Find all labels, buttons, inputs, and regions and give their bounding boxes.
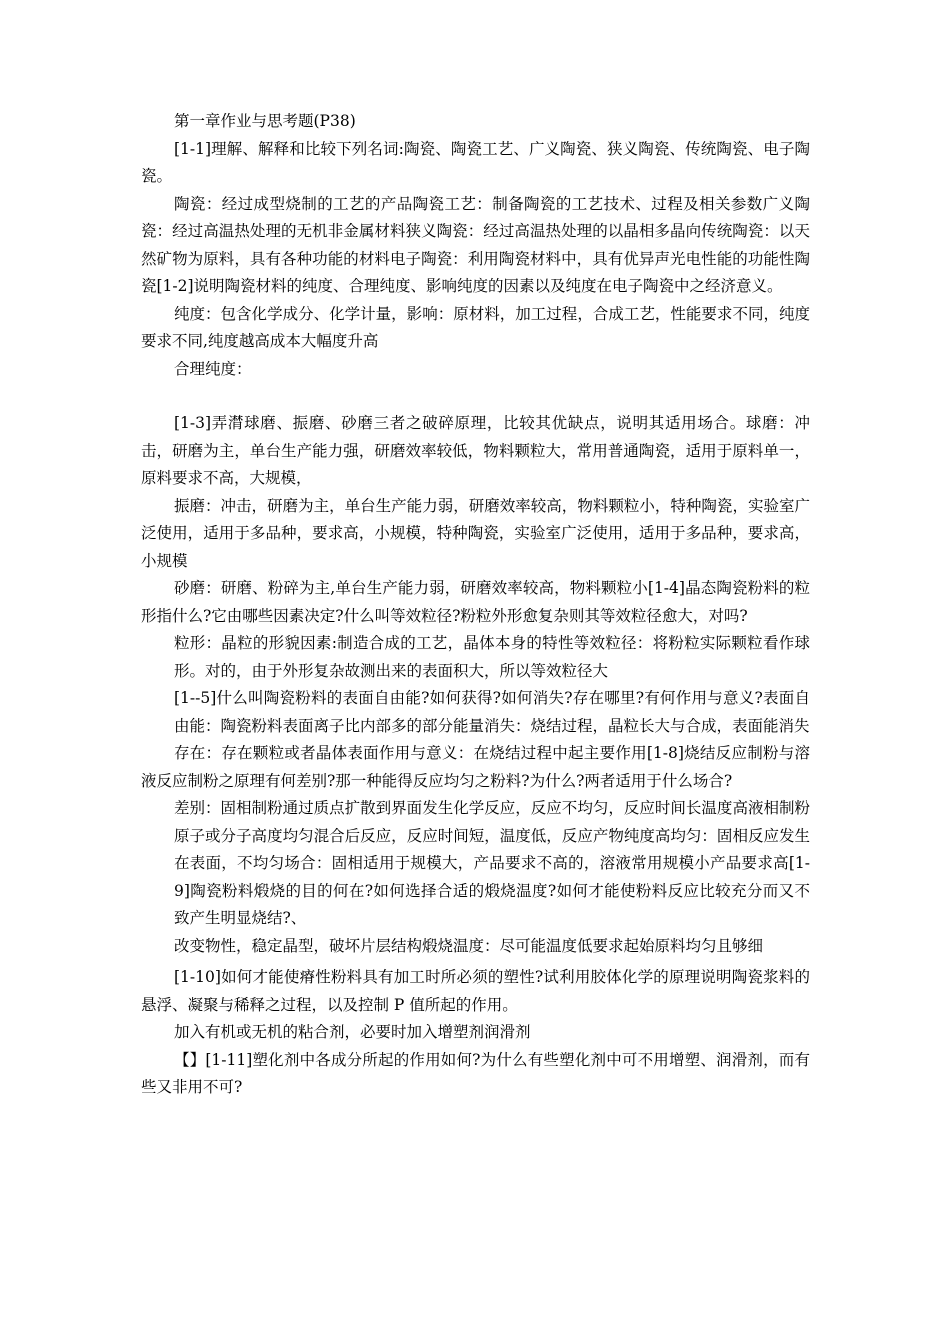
- answer-1-1-and-question-1-2: 陶瓷：经过成型烧制的工艺的产品陶瓷工艺：制备陶瓷的工艺技术、过程及相关参数广义陶瓷：经过高温热处理的无机非金属材料狭义陶瓷：经过高温热处理的以晶相多晶向传统陶瓷：以天然矿物为原料，具有各种功能的材料电子陶瓷：利用陶瓷材料中，具有优异声光电性能的功能性陶瓷[1-2]说明陶瓷材料的纯度、合理纯度、影响纯度的因素以及纯度在电子陶瓷中之经济意义。: [141, 194, 810, 295]
- question-1-1: [1-1]理解、解释和比较下列名词:陶瓷、陶瓷工艺、广义陶瓷、狭义陶瓷、传统陶瓷、电子陶瓷。: [141, 139, 810, 185]
- answer-existence-and-question-1-8: 存在：存在颗粒或者晶体表面作用与意义：在烧结过程中起主要作用[1-8]烧结反应制粉与溶液反应制粉之原理有何差别?那一种能得反应均匀之粉料?为什么?两者适用于什么场合?: [141, 744, 810, 790]
- question-1-5-surface-energy: [1--5]什么叫陶瓷粉料的表面自由能?如何获得?如何消失?存在哪里?有何作用与意义?表面自由能：陶瓷粉料表面离子比内部多的部分能量消失：烧结过程，晶粒长大与合成，表面能消失: [174, 689, 810, 735]
- answer-purity: 纯度：包含化学成分、化学计量，影响：原材料，加工过程，合成工艺，性能要求不同，纯度要求不同,纯度越高成本大幅度升高: [141, 304, 810, 350]
- blank-line: [0, 383, 950, 410]
- answer-particle-shape: 粒形：晶粒的形貌因素:制造合成的工艺，晶体本身的特性等效粒径：将粉粒实际颗粒看作球形。对的，由于外形复杂故测出来的表面积大，所以等效粒径大: [174, 634, 810, 680]
- chapter-heading: 第一章作业与思考题(P38): [174, 112, 356, 130]
- question-1-11: 【】[1-11]塑化剂中各成分所起的作用如何?为什么有些塑化剂中可不用增塑、润滑剂，而有些又非用不可?: [141, 1050, 810, 1096]
- question-1-10: [1-10]如何才能使瘠性粉料具有加工时所必须的塑性?试利用胶体化学的原理说明陶瓷浆料的悬浮、凝聚与稀释之过程，以及控制 P 值所起的作用。: [141, 968, 810, 1014]
- answer-vibration-mill: 振磨：冲击，研磨为主，单台生产能力弱，研磨效率较高，物料颗粒小，特种陶瓷，实验室广泛使用，适用于多品种，要求高，小规模，特种陶瓷，实验室广泛使用，适用于多品种，要求高，小规模: [141, 496, 810, 570]
- answer-1-10: 加入有机或无机的粘合剂，必要时加入增塑剂润滑剂: [174, 1023, 531, 1041]
- answer-sand-mill-and-question-1-4: 砂磨：研磨、粉碎为主,单台生产能力弱，研磨效率较高，物料颗粒小[1-4]晶态陶瓷粉料的粒形指什么?它由哪些因素决定?什么叫等效粒径?粉粒外形愈复杂则其等效粒径愈大，对吗?: [141, 579, 810, 625]
- answer-difference-and-question-1-9: 差别：固相制粉通过质点扩散到界面发生化学反应，反应不均匀，反应时间长温度高液相制粉原子或分子高度均匀混合后反应，反应时间短，温度低，反应产物纯度高均匀：固相反应发生在表面，不均匀场合：固相适用于规模大，产品要求不高的，溶液常用规模小产品要求高[1-9]陶瓷粉料煅烧的目的何在?如何选择合适的煅烧温度?如何才能使粉料反应比较充分而又不致产生明显烧结?、: [174, 799, 810, 927]
- top-margin: [0, 0, 950, 108]
- answer-calcination: 改变物性，稳定晶型，破坏片层结构煅烧温度：尽可能温度低要求起始原料均匀且够细: [174, 936, 764, 955]
- answer-reasonable-purity: 合理纯度：: [174, 359, 252, 378]
- question-1-3-ball-mill: [1-3]弄潸球磨、振磨、砂磨三者之破碎原理，比较其优缺点，说明其适用场合。球磨：冲击，研磨为主，单台生产能力强，研磨效率较低，物料颗粒大，常用普通陶瓷，适用于原料单一，原料要求不高，大规模，: [141, 414, 810, 487]
